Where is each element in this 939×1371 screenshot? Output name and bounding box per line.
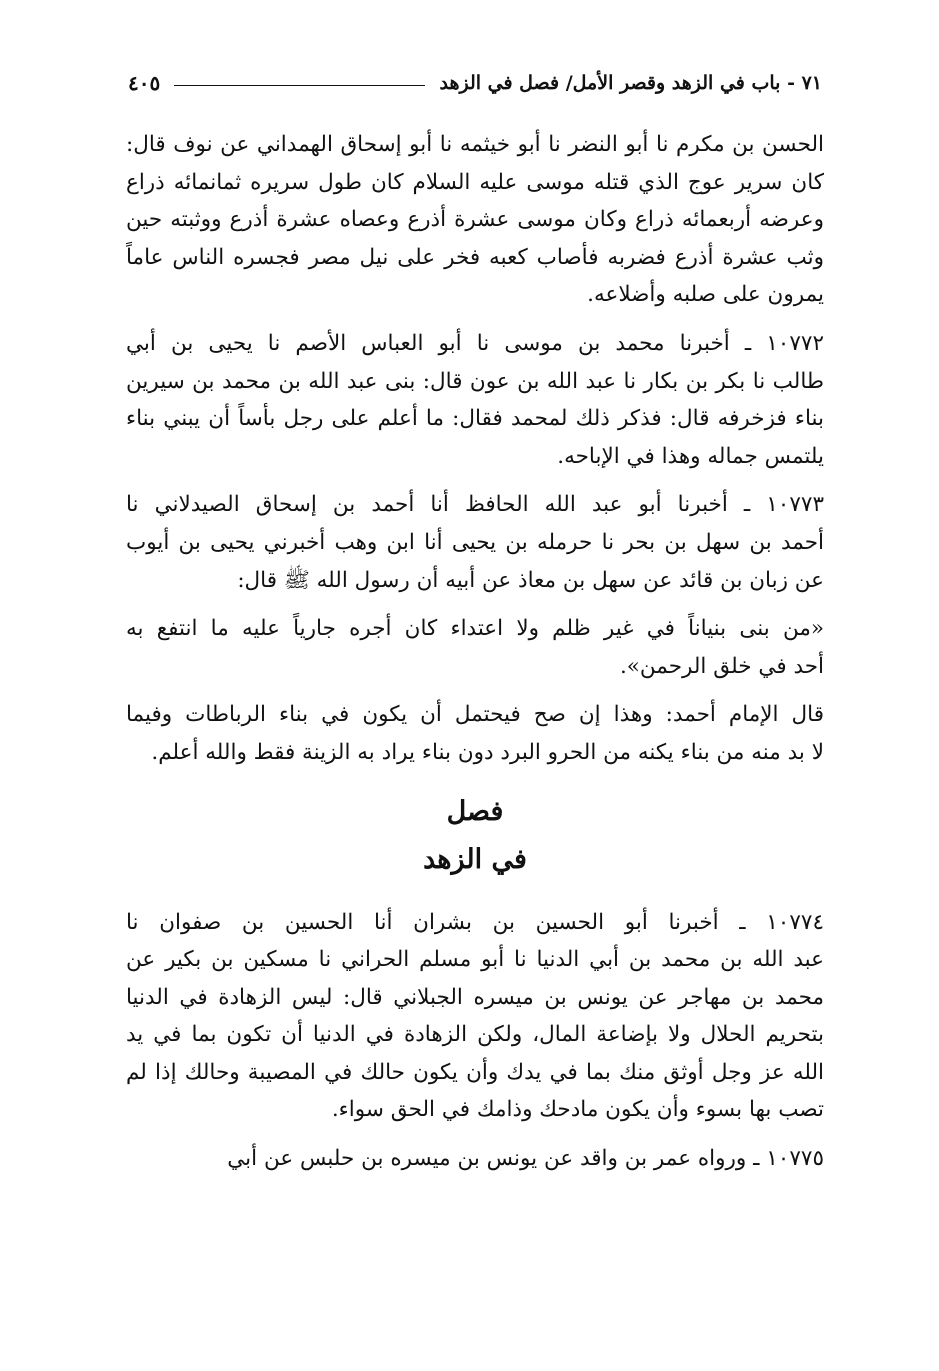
heading-line-2: في الزهد xyxy=(423,843,527,875)
text-line: ١٠٧٧٥ ـ ورواه عمر بن واقد عن يونس بن ميسره بن حلبس عن أبي xyxy=(227,1146,824,1172)
text-line: كان سرير عوج الذي قتله موسى عليه السلام كان طول سريره ثمانمائه ذراع xyxy=(126,169,824,195)
text-line: بتحريم الحلال ولا بإضاعة المال، ولكن الزهادة في الدنيا أن تكون بما في يد xyxy=(126,1022,824,1048)
text-line: لا بد منه من بناء يكنه من الحرو البرد دون بناء يراد به الزينة فقط والله أعلم. xyxy=(151,739,824,765)
paragraphs-after-heading xyxy=(126,904,824,1178)
text-line: يمرون على صلبه وأضلاعه. xyxy=(587,282,824,308)
text-line: أحمد بن سهل بن بحر نا حرمله بن يحيى أنا ابن وهب أخبرني يحيى بن أيوب xyxy=(126,529,824,555)
text-line: عبد الله بن محمد بن أبي الدنيا نا أبو مسلم الحراني نا مسكين بن بكير عن xyxy=(126,947,824,973)
section-heading xyxy=(126,788,824,884)
text-line: يلتمس جماله وهذا في الإباحه. xyxy=(557,443,824,469)
text-line: الحسن بن مكرم نا أبو النضر نا أبو خيثمه نا أبو إسحاق الهمداني عن نوف قال: xyxy=(126,132,824,157)
text-line: وثب عشرة أذرع فضربه فأصاب كعبه فخر على نيل مصر فجسره الناس عاماً xyxy=(126,244,824,270)
chapter-title: ٧١ - باب في الزهد وقصر الأمل/ فصل في الزهد xyxy=(439,72,822,94)
paragraph xyxy=(126,904,824,1130)
text-line: ١٠٧٧٣ ـ أخبرنا أبو عبد الله الحافظ أنا أحمد بن إسحاق الصيدلاني نا xyxy=(126,492,824,518)
text-line: تصب بها بسوء وأن يكون مادحك وذامك في الحق سواء. xyxy=(331,1097,824,1123)
text-line: ١٠٧٧٢ ـ أخبرنا محمد بن موسى نا أبو العباس الأصم نا يحيى بن أبي xyxy=(126,330,824,356)
text-line: عن زبان بن قائد عن سهل بن معاذ عن أبيه أن رسول الله ﷺ قال: xyxy=(237,567,824,593)
text-line: أحد في خلق الرحمن». xyxy=(619,653,824,679)
heading-line-1: فصل xyxy=(446,795,504,827)
paragraph xyxy=(126,325,824,475)
text-line: ١٠٧٧٤ ـ أخبرنا أبو الحسين بن بشران أنا الحسين بن صفوان نا xyxy=(126,909,824,935)
paragraph xyxy=(126,696,824,771)
text-line: وعرضه أربعمائه ذراع وكان موسى عشرة أذرع وعصاه عشرة أذرع ووثبته حين xyxy=(126,207,824,233)
text-line: طالب نا بكر بن بكار نا عبد الله بن عون قال: بنى عبد الله بن محمد بن سيرين xyxy=(126,368,824,394)
paragraph xyxy=(126,486,824,599)
text-line: «من بنى بنياناً في غير ظلم ولا اعتداء كان أجره جارياً عليه ما انتفع به xyxy=(126,616,824,642)
paragraph xyxy=(126,1140,824,1178)
page-number: ٤٠٥ xyxy=(128,71,161,95)
text-line: الله عز وجل أوثق منك بما في يدك وأن يكون حالك في المصيبة وحالك إذا لم xyxy=(126,1059,824,1085)
page-body xyxy=(126,126,824,1189)
running-header xyxy=(128,66,822,100)
text-line: بناء فزخرفه قال: فذكر ذلك لمحمد فقال: ما أعلم على رجل بأساً أن يبني بناء xyxy=(126,406,824,432)
text-line: محمد بن مهاجر عن يونس بن ميسره الجبلاني قال: ليس الزهادة في الدنيا xyxy=(126,984,824,1010)
paragraph xyxy=(126,610,824,685)
header-rule xyxy=(174,85,425,86)
paragraphs-before-heading xyxy=(126,126,824,772)
text-line: قال الإمام أحمد: وهذا إن صح فيحتمل أن يكون في بناء الرباطات وفيما xyxy=(126,702,824,728)
paragraph xyxy=(126,126,824,314)
